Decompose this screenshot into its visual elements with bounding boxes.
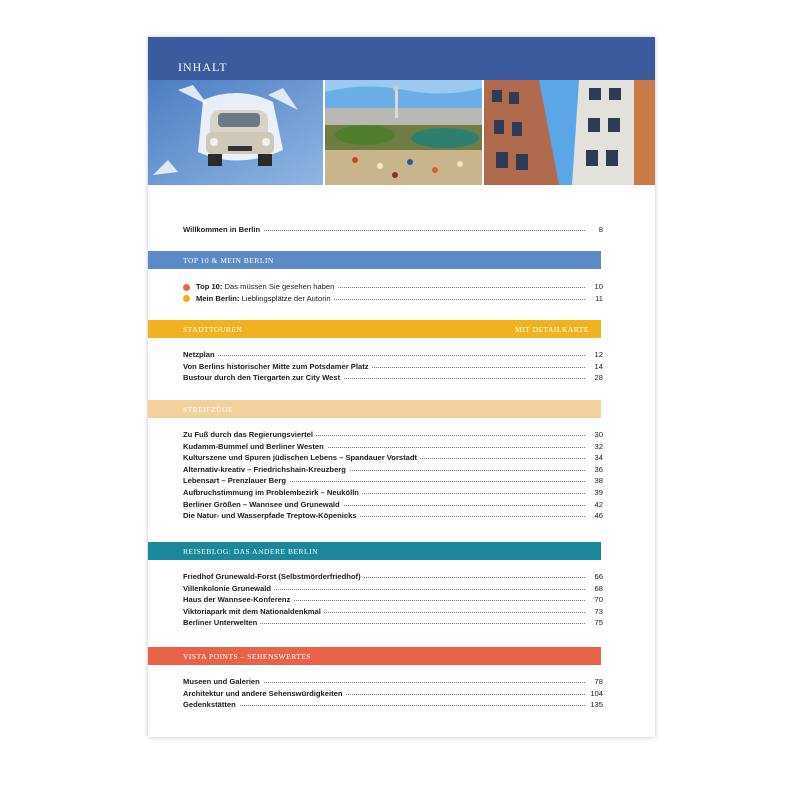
toc-entry[interactable] <box>183 572 603 582</box>
toc-entry[interactable] <box>183 350 603 360</box>
dot-leader <box>183 705 585 706</box>
section-subtitle: MIT DETAILKARTE <box>514 325 589 334</box>
table-of-contents <box>148 37 655 737</box>
page-number: 10 <box>592 282 603 292</box>
toc-entry[interactable] <box>183 362 603 372</box>
entry-title: Die Natur- und Wasserpfade Treptow-Köpenicks <box>183 511 360 521</box>
toc-entry[interactable] <box>183 689 603 699</box>
entry-title: Villenkolonie Grunewald <box>183 584 274 594</box>
dot-leader <box>183 355 585 356</box>
page-number: 14 <box>592 362 603 372</box>
toc-entry[interactable] <box>183 595 603 605</box>
toc-entry[interactable] <box>183 618 603 628</box>
entry-title <box>196 282 337 292</box>
page-number: 38 <box>592 476 603 486</box>
page-number: 34 <box>592 453 603 463</box>
entry-title-rest: Das müssen Sie gesehen haben <box>222 282 335 291</box>
page-number: 75 <box>592 618 603 628</box>
page-number: 12 <box>592 350 603 360</box>
toc-entry[interactable] <box>183 225 603 235</box>
page-number: 28 <box>592 373 603 383</box>
page-number: 42 <box>592 500 603 510</box>
section-header-top10 <box>148 251 601 269</box>
page-number: 36 <box>592 465 603 475</box>
entry-title-rest: Lieblingsplätze der Autorin <box>239 293 331 303</box>
page-number: 78 <box>592 677 603 687</box>
entry-title: Friedhof Grunewald-Forst (Selbstmörderfriedhof) <box>183 572 364 582</box>
entry-title <box>196 294 334 304</box>
toc-entry[interactable] <box>196 294 603 304</box>
entry-title: Willkommen in Berlin <box>183 225 263 235</box>
entry-title: Kudamm-Bummel und Berliner Westen <box>183 442 327 452</box>
section-header-vista <box>148 647 601 665</box>
toc-page <box>148 37 655 737</box>
entry-title: Kulturszene und Spuren jüdischen Lebens – Spandauer Vorstadt <box>183 453 420 463</box>
section-header-stadttouren <box>148 320 601 338</box>
entry-title: Museen und Galerien <box>183 677 263 687</box>
toc-entry[interactable] <box>183 677 603 687</box>
entry-title: Haus der Wannsee-Konferenz <box>183 595 293 605</box>
toc-entry[interactable] <box>196 282 603 292</box>
entry-title: Lebensart – Prenzlauer Berg <box>183 476 289 486</box>
entry-title: Berliner Unterwelten <box>183 618 260 628</box>
page-number: 70 <box>592 595 603 605</box>
toc-entry[interactable] <box>183 511 603 521</box>
page-number: 46 <box>592 511 603 521</box>
section-title: STADTTOUREN <box>183 325 243 334</box>
toc-entry[interactable] <box>183 488 603 498</box>
page-number: 39 <box>592 488 603 498</box>
entry-title-bold: Mein Berlin: <box>196 293 240 303</box>
entry-title: Bustour durch den Tiergarten zur City West <box>183 373 343 383</box>
section-title: STREIFZÜGE <box>183 405 233 414</box>
section-title: VISTA POINTS – SEHENSWERTES <box>183 652 312 661</box>
toc-entry[interactable] <box>183 700 603 710</box>
toc-entry[interactable] <box>183 373 603 383</box>
toc-entry[interactable] <box>183 584 603 594</box>
toc-entry[interactable] <box>183 430 603 440</box>
toc-entry[interactable] <box>183 465 603 475</box>
page-number: 32 <box>592 442 603 452</box>
page-number: 135 <box>587 700 603 710</box>
entry-title: Gedenkstätten <box>183 700 239 710</box>
entry-title: Netzplan <box>183 350 218 360</box>
toc-entry[interactable] <box>183 476 603 486</box>
section-header-reiseblog <box>148 542 601 560</box>
toc-entry[interactable] <box>183 442 603 452</box>
entry-title: Von Berlins historischer Mitte zum Potsdamer Platz <box>183 362 372 372</box>
toc-entry[interactable] <box>183 500 603 510</box>
page-number: 8 <box>596 225 603 235</box>
entry-title: Zu Fuß durch das Regierungsviertel <box>183 430 316 440</box>
section-title: REISEBLOG: DAS ANDERE BERLIN <box>183 547 319 556</box>
section-header-streifzuege <box>148 400 601 418</box>
page-number: 68 <box>592 584 603 594</box>
section-title: TOP 10 & MEIN BERLIN <box>183 256 274 265</box>
page-number: 73 <box>592 607 603 617</box>
page-number: 30 <box>592 430 603 440</box>
toc-entry[interactable] <box>183 453 603 463</box>
toc-entry[interactable] <box>183 607 603 617</box>
entry-title: Viktoriapark mit dem Nationaldenkmal <box>183 607 324 617</box>
page-number: 11 <box>592 294 603 304</box>
page-number: 66 <box>592 572 603 582</box>
heart-icon <box>183 295 190 302</box>
entry-title-bold: Top 10: <box>196 282 223 291</box>
top10-icon <box>183 284 190 291</box>
entry-title: Architektur und andere Sehenswürdigkeiten <box>183 689 346 699</box>
entry-title: Berliner Größen – Wannsee und Grunewald <box>183 500 343 510</box>
page-number: 104 <box>587 689 603 699</box>
entry-title: Alternativ-kreativ – Friedrichshain-Kreuzberg <box>183 465 349 475</box>
page-title: INHALT <box>178 60 228 74</box>
entry-title: Aufbruchstimmung im Problembezirk – Neukölln <box>183 488 362 498</box>
